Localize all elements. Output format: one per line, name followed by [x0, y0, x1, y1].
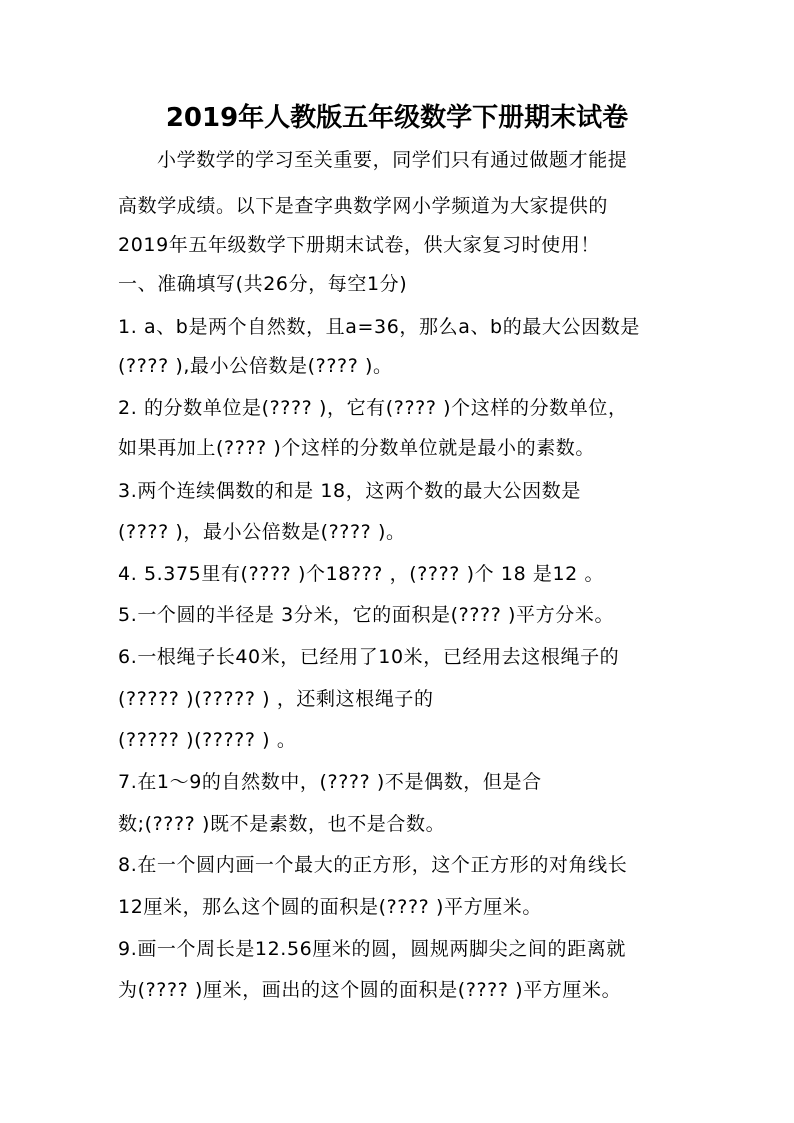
intro-line-2: 高数学成绩。以下是查字典数学网小学频道为大家提供的 [118, 195, 609, 217]
question-1-line-2: (???? ),最小公倍数是(???? )。 [118, 355, 393, 377]
question-3-line-1: 3.两个连续偶数的和是 18，这两个数的最大公因数是 [118, 480, 581, 502]
question-8-line-1: 8.在一个圆内画一个最大的正方形，这个正方形的对角线长 [118, 854, 628, 876]
question-9-line-2: 为(???? )厘米，画出的这个圆的面积是(???? )平方厘米。 [118, 979, 622, 1001]
question-4: 4. 5.375里有(???? )个18??? ，(???? )个 18 是12 。 [118, 563, 605, 585]
question-2-line-2: 如果再加上(???? )个这样的分数单位就是最小的素数。 [118, 437, 596, 459]
question-1-line-1: 1. a、b是两个自然数，且a=36，那么a、b的最大公因数是 [118, 316, 640, 338]
question-6-line-2: (????? )(????? ) ，还剩这根绳子的 [118, 688, 434, 710]
question-8-line-2: 12厘米，那么这个圆的面积是(???? )平方厘米。 [118, 896, 542, 918]
intro-line-3: 2019年五年级数学下册期末试卷，供大家复习时使用！ [118, 234, 600, 256]
question-5: 5.一个圆的半径是 3分米，它的面积是(???? )平方分米。 [118, 604, 615, 626]
question-9-line-1: 9.画一个周长是12.56厘米的圆，圆规两脚尖之间的距离就 [118, 938, 626, 960]
question-6-line-3: (????? )(????? ) 。 [118, 729, 297, 751]
question-2-line-1: 2. 的分数单位是(???? )，它有(???? )个这样的分数单位， [118, 397, 628, 419]
intro-line-1: 小学数学的学习至关重要，同学们只有通过做题才能提 [157, 149, 628, 171]
section-heading: 一、准确填写(共26分，每空1分) [118, 273, 408, 295]
question-7-line-2: 数;(???? )既不是素数，也不是合数。 [118, 813, 446, 835]
document-title: 2019年人教版五年级数学下册期末试卷 [165, 103, 629, 133]
question-6-line-1: 6.一根绳子长40米，已经用了10米，已经用去这根绳子的 [118, 646, 620, 668]
question-7-line-1: 7.在1～9的自然数中，(???? )不是偶数，但是合 [118, 771, 542, 793]
question-3-line-2: (???? )，最小公倍数是(???? )。 [118, 521, 406, 543]
